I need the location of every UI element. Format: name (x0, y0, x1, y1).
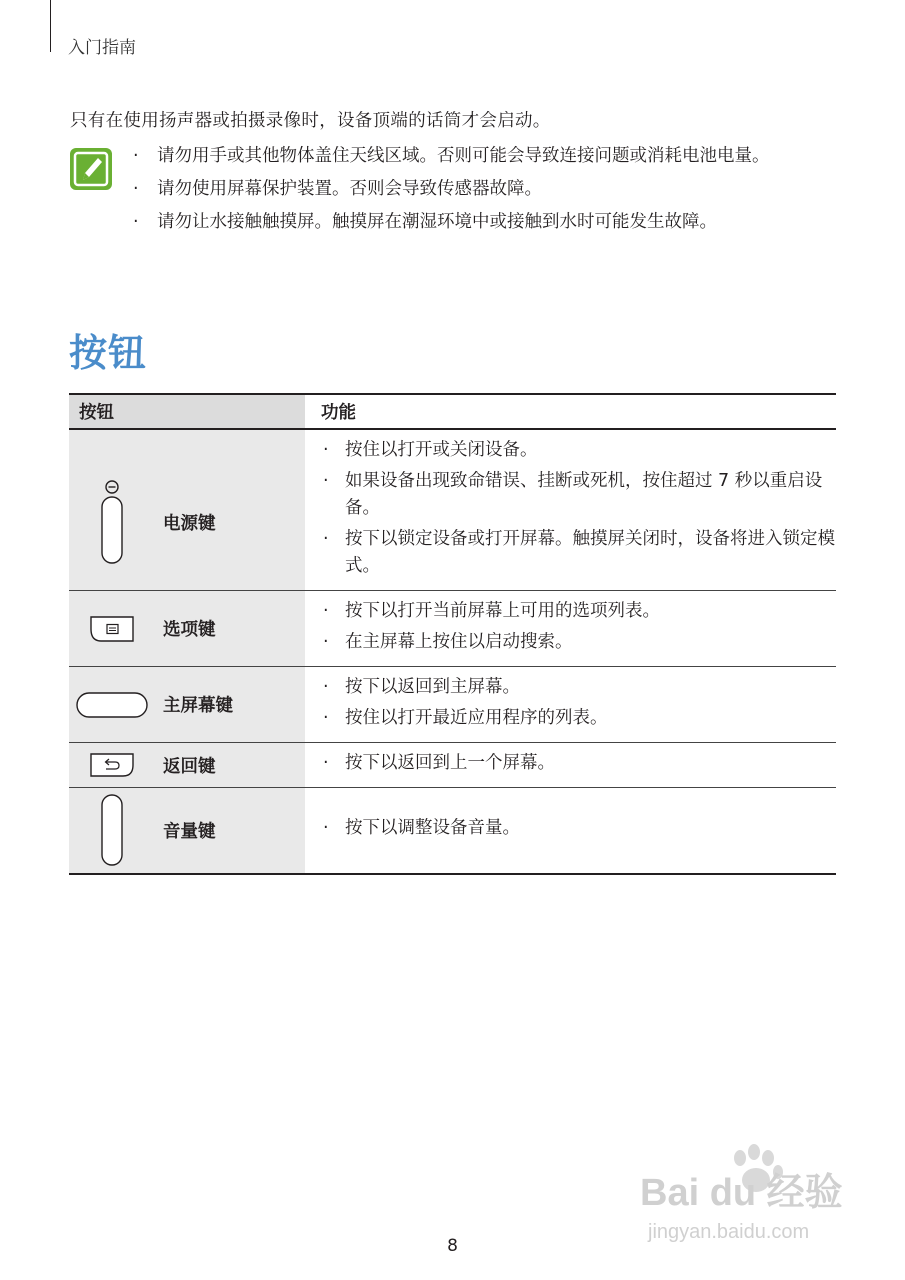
key-name: 返回键 (163, 756, 216, 777)
function-item: · 按下以锁定设备或打开屏幕。触摸屏关闭时，设备将进入锁定模式。 (321, 526, 836, 580)
function-item: · 按下以返回到上一个屏幕。 (321, 750, 836, 777)
keys-table (69, 393, 836, 875)
page-number: 8 (447, 1236, 458, 1256)
function-item: · 按住以打开最近应用程序的列表。 (321, 705, 836, 732)
table-row (69, 429, 836, 591)
key-cell (69, 743, 305, 788)
column-header-function: 功能 (305, 394, 836, 429)
header-title: 入门指南 (68, 38, 136, 58)
key-cell (69, 591, 305, 667)
function-item: · 按下以返回到主屏幕。 (321, 674, 836, 701)
note-item: · 请勿用手或其他物体盖住天线区域。否则可能会导致连接问题或消耗电池电量。 (131, 142, 831, 170)
function-cell (305, 429, 836, 591)
menu-key-icon (69, 614, 155, 644)
note-item: · 请勿使用屏幕保护装置。否则会导致传感器故障。 (131, 175, 831, 203)
section-title: 按钮 (69, 331, 148, 375)
table-row (69, 788, 836, 874)
key-name: 选项键 (163, 620, 216, 640)
function-cell (305, 667, 836, 743)
key-cell (69, 788, 305, 874)
header-rule (50, 0, 51, 52)
function-item: · 如果设备出现致命错误、挂断或死机，按住超过 7 秒以重启设备。 (321, 468, 836, 522)
function-item: · 按下以调整设备音量。 (321, 815, 836, 842)
table-row (69, 667, 836, 743)
back-key-icon (69, 751, 155, 779)
volume-key-icon (69, 793, 155, 867)
baidu-jingyan-watermark (640, 1140, 855, 1245)
function-cell (305, 743, 836, 788)
function-item: · 在主屏幕上按住以启动搜索。 (321, 629, 836, 656)
function-cell (305, 788, 836, 874)
function-item: · 按住以打开或关闭设备。 (321, 437, 836, 464)
key-cell (69, 429, 305, 591)
intro-text: 只有在使用扬声器或拍摄录像时，设备顶端的话筒才会启动。 (70, 111, 551, 131)
key-name: 音量键 (163, 821, 216, 842)
note-item: · 请勿让水接触触摸屏。触摸屏在潮湿环境中或接触到水时可能发生故障。 (131, 208, 831, 236)
key-name: 电源键 (163, 513, 216, 534)
power-key-icon (69, 479, 155, 565)
table-row (69, 743, 836, 788)
table-row (69, 591, 836, 667)
notes-list (131, 142, 831, 241)
watermark-brand: Bai du 经验 (640, 1172, 843, 1214)
home-key-icon (69, 691, 155, 719)
key-name: 主屏幕键 (163, 696, 233, 716)
function-cell (305, 591, 836, 667)
watermark-url: jingyan.baidu.com (648, 1221, 810, 1243)
function-item: · 按下以打开当前屏幕上可用的选项列表。 (321, 598, 836, 625)
column-header-key: 按钮 (69, 394, 305, 429)
key-cell (69, 667, 305, 743)
note-icon (69, 147, 113, 191)
table-header-row (69, 394, 836, 429)
